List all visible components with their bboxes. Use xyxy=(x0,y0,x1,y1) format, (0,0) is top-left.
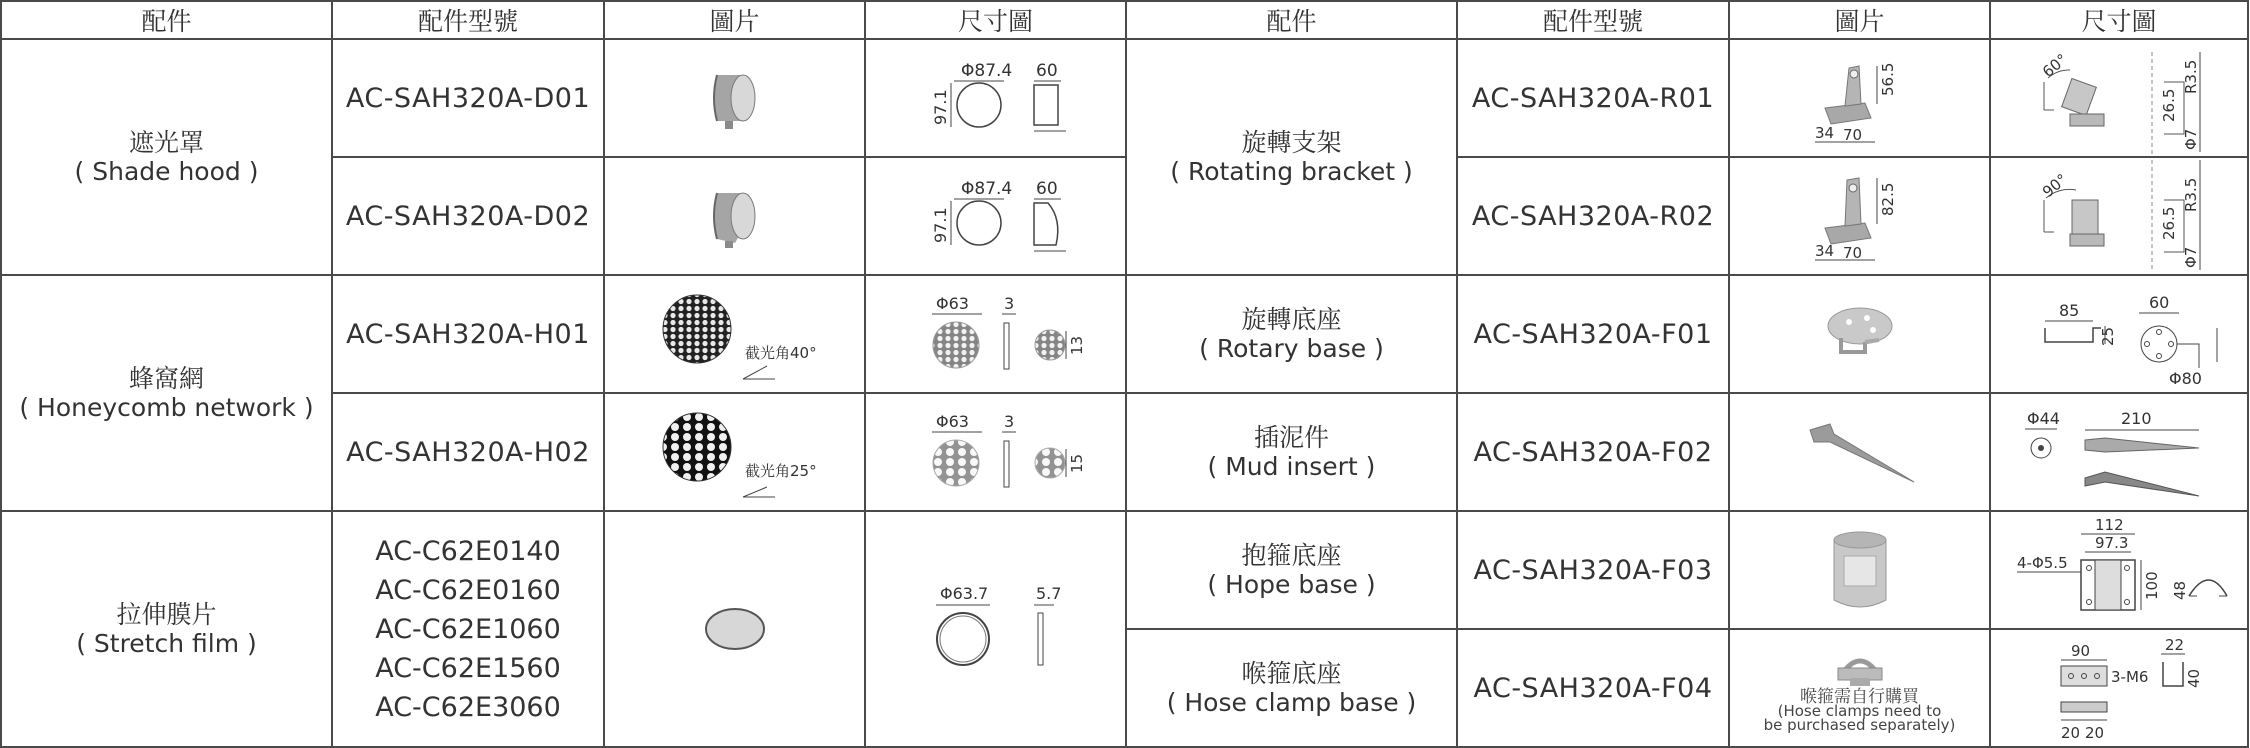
hope-base-dimension xyxy=(1990,511,2248,629)
svg-text:34: 34 xyxy=(1814,124,1834,142)
model-cell: AC-SAH320A-F01 xyxy=(1457,275,1729,393)
svg-text:34: 34 xyxy=(1814,242,1834,260)
svg-text:70: 70 xyxy=(1842,126,1862,144)
header-model-2: 配件型號 xyxy=(1457,1,1729,39)
shade-hood-dimension xyxy=(865,157,1126,275)
svg-text:100: 100 xyxy=(2143,571,2161,600)
stretch-film-image xyxy=(695,599,775,659)
honeycomb-name: 蜂窩網 ( Honeycomb network ) xyxy=(1,275,332,511)
svg-text:90: 90 xyxy=(2071,642,2091,660)
svg-text:60°: 60° xyxy=(2039,50,2071,82)
svg-text:60: 60 xyxy=(1035,61,1058,81)
header-dimension-2: 尺寸圖 xyxy=(1990,1,2248,39)
svg-text:82.5: 82.5 xyxy=(1878,182,1897,216)
svg-text:3: 3 xyxy=(1003,412,1014,431)
hose-clamp-base-image xyxy=(1820,644,1900,690)
svg-text:13: 13 xyxy=(1067,335,1086,355)
svg-text:90°: 90° xyxy=(2039,170,2071,202)
model-cell: AC-SAH320A-D01 xyxy=(332,39,604,157)
svg-text:97.1: 97.1 xyxy=(930,207,950,243)
svg-text:5.7: 5.7 xyxy=(1035,584,1061,603)
stretch-film-name: 拉伸膜片 ( Stretch film ) xyxy=(1,511,332,747)
stretch-film-drawing xyxy=(896,569,1096,689)
svg-text:22: 22 xyxy=(2165,636,2185,654)
stretch-film-models: AC-C62E0140 AC-C62E0160 AC-C62E1060 AC-C62E1560 AC-C62E3060 xyxy=(332,511,604,747)
svg-text:60: 60 xyxy=(1035,179,1058,199)
svg-text:Φ80: Φ80 xyxy=(2169,369,2202,388)
rotating-bracket-image xyxy=(1785,166,1935,266)
rotating-bracket-picture xyxy=(1729,157,1990,275)
rotating-bracket-name: 旋轉支架 ( Rotating bracket ) xyxy=(1126,39,1457,275)
svg-text:R3.5: R3.5 xyxy=(2182,177,2200,212)
mud-insert-name: 插泥件 ( Mud insert ) xyxy=(1126,393,1457,511)
shade-hood-picture xyxy=(604,39,865,157)
mud-insert-picture xyxy=(1729,393,1990,511)
model-cell: AC-SAH320A-F04 xyxy=(1457,629,1729,747)
hose-clamp-base-name: 喉箍底座 ( Hose clamp base ) xyxy=(1126,629,1457,747)
header-picture: 圖片 xyxy=(604,1,865,39)
svg-text:97.3: 97.3 xyxy=(2095,534,2129,552)
honeycomb-picture xyxy=(604,275,865,393)
header-picture-2: 圖片 xyxy=(1729,1,1990,39)
hope-base-image xyxy=(1810,520,1910,620)
svg-text:26.5: 26.5 xyxy=(2160,88,2178,122)
honeycomb-image xyxy=(645,402,825,502)
mud-insert-drawing xyxy=(2009,396,2229,508)
rotating-bracket-picture xyxy=(1729,39,1990,157)
svg-text:Φ87.4: Φ87.4 xyxy=(960,61,1012,81)
table-row xyxy=(1,39,2248,157)
svg-text:截光角25°: 截光角25° xyxy=(744,462,817,480)
shade-hood-image xyxy=(695,63,775,133)
hose-clamp-base-picture xyxy=(1729,629,1990,747)
model-cell: AC-SAH320A-H02 xyxy=(332,393,604,511)
header-row xyxy=(1,1,2248,39)
rotary-base-name: 旋轉底座 ( Rotary base ) xyxy=(1126,275,1457,393)
hope-base-name: 抱箍底座 ( Hope base ) xyxy=(1126,511,1457,629)
svg-text:15: 15 xyxy=(1067,453,1086,473)
hope-base-drawing xyxy=(2009,514,2229,626)
honeycomb-drawing xyxy=(896,397,1096,507)
svg-text:48: 48 xyxy=(2171,580,2189,600)
hope-base-picture xyxy=(1729,511,1990,629)
table-row xyxy=(1,157,2248,275)
svg-text:40: 40 xyxy=(2185,668,2203,688)
svg-text:Φ63: Φ63 xyxy=(935,412,969,431)
header-accessory-2: 配件 xyxy=(1126,1,1457,39)
mud-insert-dimension xyxy=(1990,393,2248,511)
honeycomb-drawing xyxy=(896,279,1096,389)
svg-text:Φ7: Φ7 xyxy=(2182,246,2200,268)
honeycomb-dimension xyxy=(865,393,1126,511)
rotating-bracket-dimension xyxy=(1990,39,2248,157)
honeycomb-dimension xyxy=(865,275,1126,393)
svg-text:Φ63: Φ63 xyxy=(935,294,969,313)
model-cell: AC-SAH320A-D02 xyxy=(332,157,604,275)
rotary-base-dimension xyxy=(1990,275,2248,393)
rotating-bracket-drawing xyxy=(2014,160,2224,272)
svg-text:70: 70 xyxy=(1842,244,1862,262)
shade-hood-picture xyxy=(604,157,865,275)
header-dimension: 尺寸圖 xyxy=(865,1,1126,39)
hose-note-cn: 喉箍需自行購買 xyxy=(1800,687,1919,707)
svg-text:210: 210 xyxy=(2121,409,2152,428)
hose-note-en: (Hose clamps need to xyxy=(1777,702,1942,720)
svg-text:85: 85 xyxy=(2059,301,2080,320)
shade-hood-dimension xyxy=(865,39,1126,157)
rotary-base-picture xyxy=(1729,275,1990,393)
shade-hood-image xyxy=(695,181,775,251)
rotary-base-drawing xyxy=(2009,278,2229,390)
table-row xyxy=(1,393,2248,511)
svg-text:Φ87.4: Φ87.4 xyxy=(960,179,1012,199)
hose-note-en-2: be purchased separately) xyxy=(1763,716,1956,734)
model-cell: AC-SAH320A-F02 xyxy=(1457,393,1729,511)
svg-text:R3.5: R3.5 xyxy=(2182,59,2200,94)
stretch-film-picture xyxy=(604,511,865,747)
svg-text:Φ44: Φ44 xyxy=(2027,409,2060,428)
shade-hood-drawing xyxy=(896,161,1096,271)
shade-hood-drawing xyxy=(896,43,1096,153)
svg-text:4-Φ5.5: 4-Φ5.5 xyxy=(2017,554,2068,572)
svg-text:3: 3 xyxy=(1003,294,1014,313)
model-cell: AC-SAH320A-F03 xyxy=(1457,511,1729,629)
header-model: 配件型號 xyxy=(332,1,604,39)
rotating-bracket-dimension xyxy=(1990,157,2248,275)
model-cell: AC-SAH320A-R02 xyxy=(1457,157,1729,275)
hose-clamp-base-drawing xyxy=(2009,632,2229,744)
mud-insert-image xyxy=(1790,412,1930,492)
svg-text:20: 20 xyxy=(2085,724,2105,742)
rotating-bracket-image xyxy=(1785,48,1935,148)
svg-text:56.5: 56.5 xyxy=(1878,62,1897,96)
svg-text:Φ7: Φ7 xyxy=(2182,128,2200,150)
svg-text:60: 60 xyxy=(2149,293,2170,312)
rotary-base-image xyxy=(1805,294,1915,374)
honeycomb-image xyxy=(645,284,825,384)
svg-text:3-M6: 3-M6 xyxy=(2111,668,2149,686)
shade-hood-name: 遮光罩 ( Shade hood ) xyxy=(1,39,332,275)
header-accessory: 配件 xyxy=(1,1,332,39)
hose-clamp-base-dimension xyxy=(1990,629,2248,747)
table-row xyxy=(1,275,2248,393)
svg-text:截光角40°: 截光角40° xyxy=(744,344,817,362)
svg-text:97.1: 97.1 xyxy=(930,89,950,125)
svg-text:Φ63.7: Φ63.7 xyxy=(939,584,988,603)
svg-text:20: 20 xyxy=(2061,724,2081,742)
table-row xyxy=(1,511,2248,629)
model-cell: AC-SAH320A-R01 xyxy=(1457,39,1729,157)
honeycomb-picture xyxy=(604,393,865,511)
stretch-film-dimension xyxy=(865,511,1126,747)
svg-text:25: 25 xyxy=(2099,326,2117,346)
model-cell: AC-SAH320A-H01 xyxy=(332,275,604,393)
rotating-bracket-drawing xyxy=(2014,42,2224,154)
svg-text:112: 112 xyxy=(2095,516,2124,534)
svg-text:26.5: 26.5 xyxy=(2160,206,2178,240)
